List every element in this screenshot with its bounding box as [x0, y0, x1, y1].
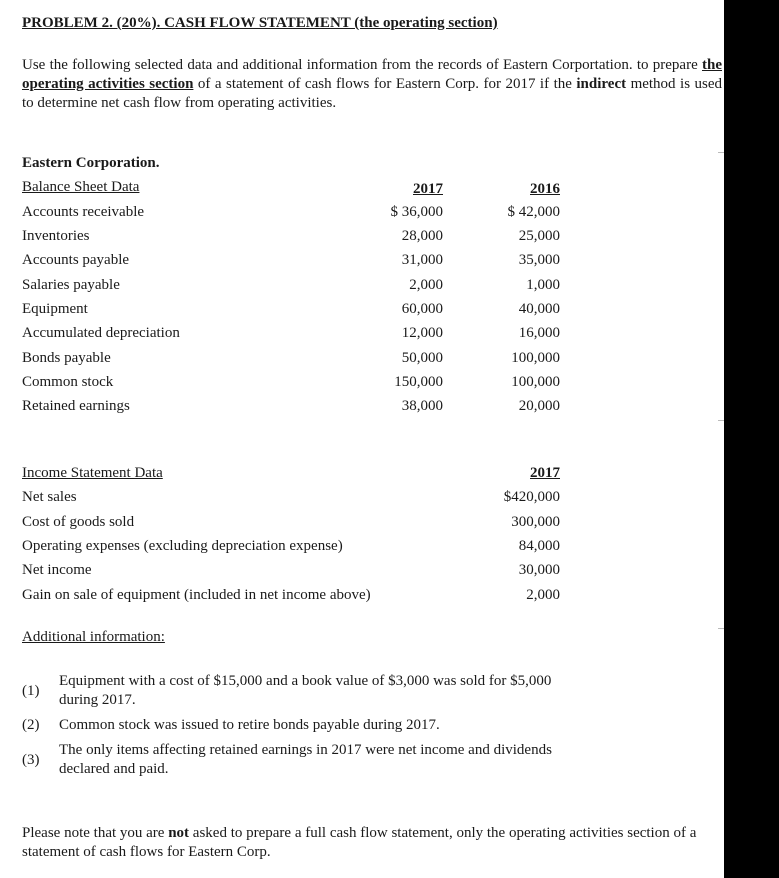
table-row-label: Salaries payable: [22, 277, 120, 293]
intro-text-3: method is used to determine net cash flow from operating activities.: [22, 76, 723, 111]
table-cell-2017: 28,000: [401, 228, 443, 244]
table-cell-2017: 12,000: [401, 325, 443, 341]
additional-info-heading: Additional information:: [22, 629, 165, 645]
table-row-label: Operating expenses (excluding depreciation expense): [22, 538, 343, 554]
table-cell-value: $420,000: [503, 489, 560, 505]
table-cell-2017: 31,000: [401, 252, 443, 268]
intro-text-1: Use the following selected data and additional information from the records of Eastern Corportation. to prepare: [22, 57, 702, 73]
margin-tick: [718, 628, 724, 629]
table-cell-2017: 2,000: [409, 277, 443, 293]
intro-emphasis: the operating activities section: [22, 57, 722, 92]
table-row-label: Inventories: [22, 228, 90, 244]
table-row-label: Equipment: [22, 301, 88, 317]
table-cell-value: 2,000: [526, 587, 560, 603]
table-row-label: Bonds payable: [22, 350, 111, 366]
table-row-label: Accounts payable: [22, 252, 130, 268]
table-cell-2016: 25,000: [518, 228, 560, 244]
closing-note: [22, 824, 722, 862]
table-cell-2016: 100,000: [511, 350, 560, 366]
table-cell-2016: 1,000: [526, 277, 560, 293]
table-cell-2016: 100,000: [511, 374, 560, 390]
list-item-text: The only items affecting retained earnings in 2017 were net income and dividends declared and paid.: [59, 742, 552, 777]
margin-tick: [718, 420, 724, 421]
right-margin-bar: [724, 0, 779, 878]
table-row-label: Net sales: [22, 489, 77, 505]
table-row-label: Retained earnings: [22, 398, 130, 414]
income-col-2017: 2017: [530, 465, 560, 481]
note-emphasis: not: [168, 825, 190, 841]
intro-method: indirect: [576, 76, 627, 92]
table-cell-2016: 40,000: [518, 301, 560, 317]
table-cell-value: 30,000: [518, 562, 560, 578]
table-cell-2016: 20,000: [518, 398, 560, 414]
table-cell-2017: 150,000: [394, 374, 443, 390]
table-cell-2017: 38,000: [401, 398, 443, 414]
list-item-text: Equipment with a cost of $15,000 and a book value of $3,000 was sold for $5,000 during 2017.: [59, 673, 552, 708]
note-text-1: Please note that you are: [22, 825, 169, 841]
income-statement-heading: Income Statement Data: [22, 465, 163, 481]
table-row-label: Common stock: [22, 374, 114, 390]
table-cell-2017: 60,000: [401, 301, 443, 317]
balance-col-2017: 2017: [413, 181, 443, 197]
balance-sheet-heading: Balance Sheet Data: [22, 179, 140, 195]
list-item-number: (2): [22, 717, 40, 733]
intro-paragraph: [22, 56, 722, 113]
table-row-label: Accumulated depreciation: [22, 325, 180, 341]
company-name: Eastern Corporation.: [22, 155, 160, 171]
table-row-label: Net income: [22, 562, 92, 578]
table-cell-value: 300,000: [511, 514, 560, 530]
list-item-number: (3): [22, 752, 40, 768]
table-row-label: Accounts receivable: [22, 204, 145, 220]
list-item-number: (1): [22, 683, 40, 699]
intro-text-2: of a statement of cash flows for Eastern Corp. for 2017 if the: [193, 76, 577, 92]
margin-tick: [718, 152, 724, 153]
table-cell-2016: 16,000: [518, 325, 560, 341]
page-title: PROBLEM 2. (20%). CASH FLOW STATEMENT (the operating section): [22, 15, 498, 31]
list-item-text: Common stock was issued to retire bonds payable during 2017.: [59, 717, 440, 733]
table-cell-2016: 35,000: [518, 252, 560, 268]
note-text-2: asked to prepare a full cash flow statement, only the operating activities section of a statement of cash flows for Eastern Corp.: [22, 825, 697, 860]
table-cell-2017: $ 36,000: [390, 204, 443, 220]
table-cell-2017: 50,000: [401, 350, 443, 366]
table-row-label: Cost of goods sold: [22, 514, 135, 530]
table-cell-value: 84,000: [518, 538, 560, 554]
table-row-label: Gain on sale of equipment (included in net income above): [22, 587, 371, 603]
balance-col-2016: 2016: [530, 181, 560, 197]
table-cell-2016: $ 42,000: [507, 204, 560, 220]
